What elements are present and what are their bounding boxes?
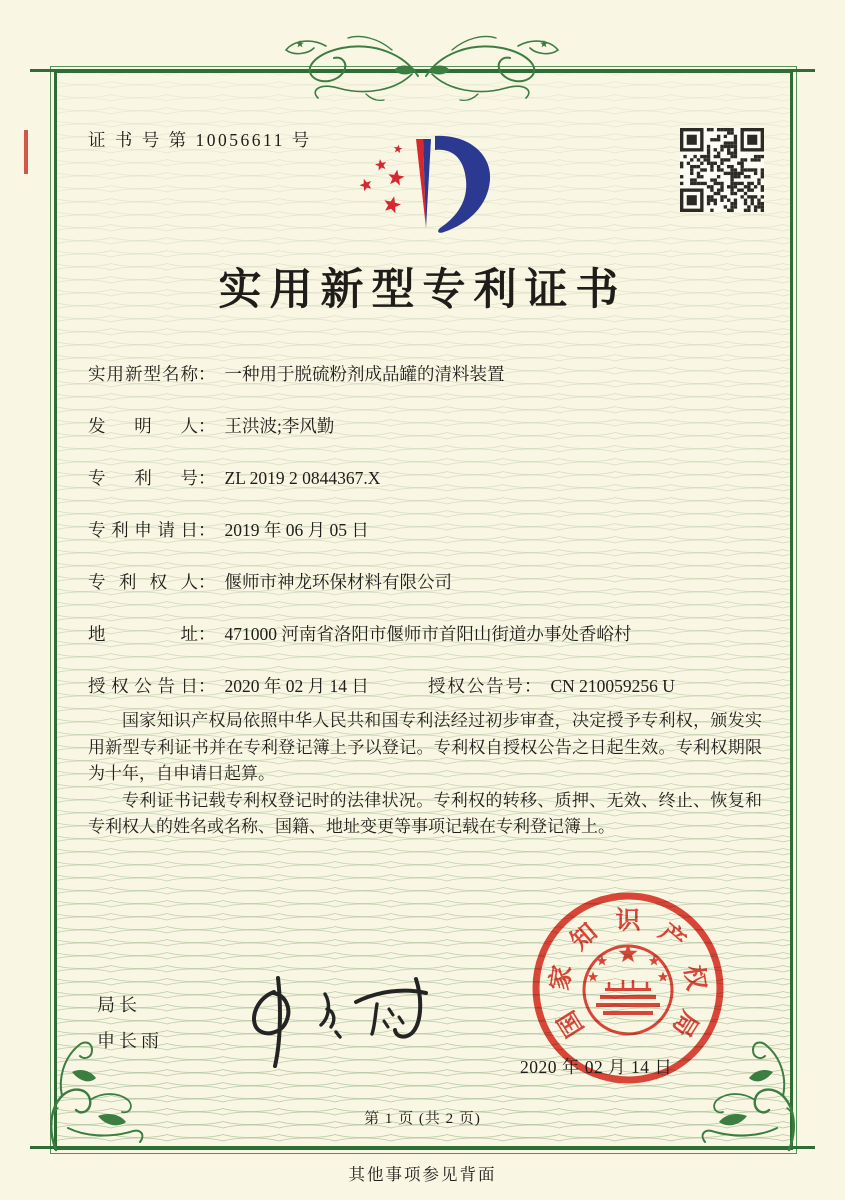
svg-text:识: 识 xyxy=(615,907,641,935)
field-label: 授权公告号 xyxy=(428,676,524,696)
page-number: 第 1 页 (共 2 页) xyxy=(364,1111,481,1127)
field-value: ZL 2019 2 0844367.X xyxy=(224,468,381,488)
field-value: 一种用于脱硫粉剂成品罐的清料装置 xyxy=(224,364,505,384)
legal-text xyxy=(88,708,762,841)
field-value: 2019 年 06 月 05 日 xyxy=(224,520,369,540)
field-value: 偃师市神龙环保材料有限公司 xyxy=(224,572,452,592)
field-grant-publication-number: 授权公告号： CN 210059256 U xyxy=(428,673,675,698)
field-label: 专利申请日 xyxy=(88,520,198,540)
seal-date: 2020 年 02 月 14 日 xyxy=(520,1057,673,1077)
svg-text:知: 知 xyxy=(566,918,603,956)
certificate-number: 证 书 号 第 10056611 号 xyxy=(88,130,312,150)
field-row-utility-model-name: 实用新型名称： 一种用于脱硫粉剂成品罐的清料装置 xyxy=(88,361,505,386)
border-ornament-bottom-left-icon xyxy=(38,1038,153,1158)
field-label: 发明人 xyxy=(88,416,198,436)
field-row-patent-number: 专利号： ZL 2019 2 0844367.X xyxy=(88,465,380,490)
legal-paragraph-2: 专利证书记载专利权登记时的法律状况。专利权的转移、质押、无效、终止、恢复和专利权人的姓名或名称、国籍、地址变更等事项记载在专利登记簿上。 xyxy=(88,790,762,836)
field-row-filing-date: 专利申请日： 2019 年 06 月 05 日 xyxy=(88,517,369,542)
qr-code-icon xyxy=(680,128,764,212)
field-value: 2020 年 02 月 14 日 xyxy=(224,676,369,696)
field-row-patentee: 专利权人： 偃师市神龙环保材料有限公司 xyxy=(88,569,452,594)
field-value: CN 210059256 U xyxy=(550,676,675,696)
back-note: 其他事项参见背面 xyxy=(348,1165,497,1184)
director-signature-icon xyxy=(228,966,458,1076)
officer-title: 局长 xyxy=(97,995,141,1015)
cnipa-logo-icon xyxy=(340,128,515,240)
field-value: 471000 河南省洛阳市偃师市首阳山街道办事处香峪村 xyxy=(224,624,632,644)
field-value: 王洪波;李风勤 xyxy=(224,416,335,436)
field-label: 授权公告日 xyxy=(88,676,198,696)
svg-text:局: 局 xyxy=(666,1005,703,1042)
field-label: 专利号 xyxy=(88,468,198,488)
field-label: 实用新型名称 xyxy=(88,364,198,384)
legal-paragraph-1: 国家知识产权局依照中华人民共和国专利法经过初步审查，决定授予专利权，颁发实用新型专利证书并在专利登记簿上予以登记。专利权自授权公告之日起生效。专利权期限为十年，自申请日起算。 xyxy=(88,711,762,783)
svg-text:产: 产 xyxy=(653,918,690,956)
border-ornament-top-icon xyxy=(262,28,582,108)
field-row-grant-date: 授权公告日： 2020 年 02 月 14 日 授权公告号： CN 210059256 U xyxy=(88,673,369,698)
field-label: 专利权人 xyxy=(88,572,198,592)
svg-text:权: 权 xyxy=(678,963,710,993)
svg-text:家: 家 xyxy=(546,963,578,993)
certificate-title: 实用新型专利证书 xyxy=(218,267,627,314)
officer-name: 申长雨 xyxy=(97,1031,163,1051)
svg-text:国: 国 xyxy=(553,1005,590,1042)
red-edge-mark xyxy=(24,130,28,174)
field-label: 地址 xyxy=(88,624,198,644)
field-row-inventor: 发明人： 王洪波;李风勤 xyxy=(88,413,334,438)
field-row-address: 地址： 471000 河南省洛阳市偃师市首阳山街道办事处香峪村 xyxy=(88,621,631,646)
